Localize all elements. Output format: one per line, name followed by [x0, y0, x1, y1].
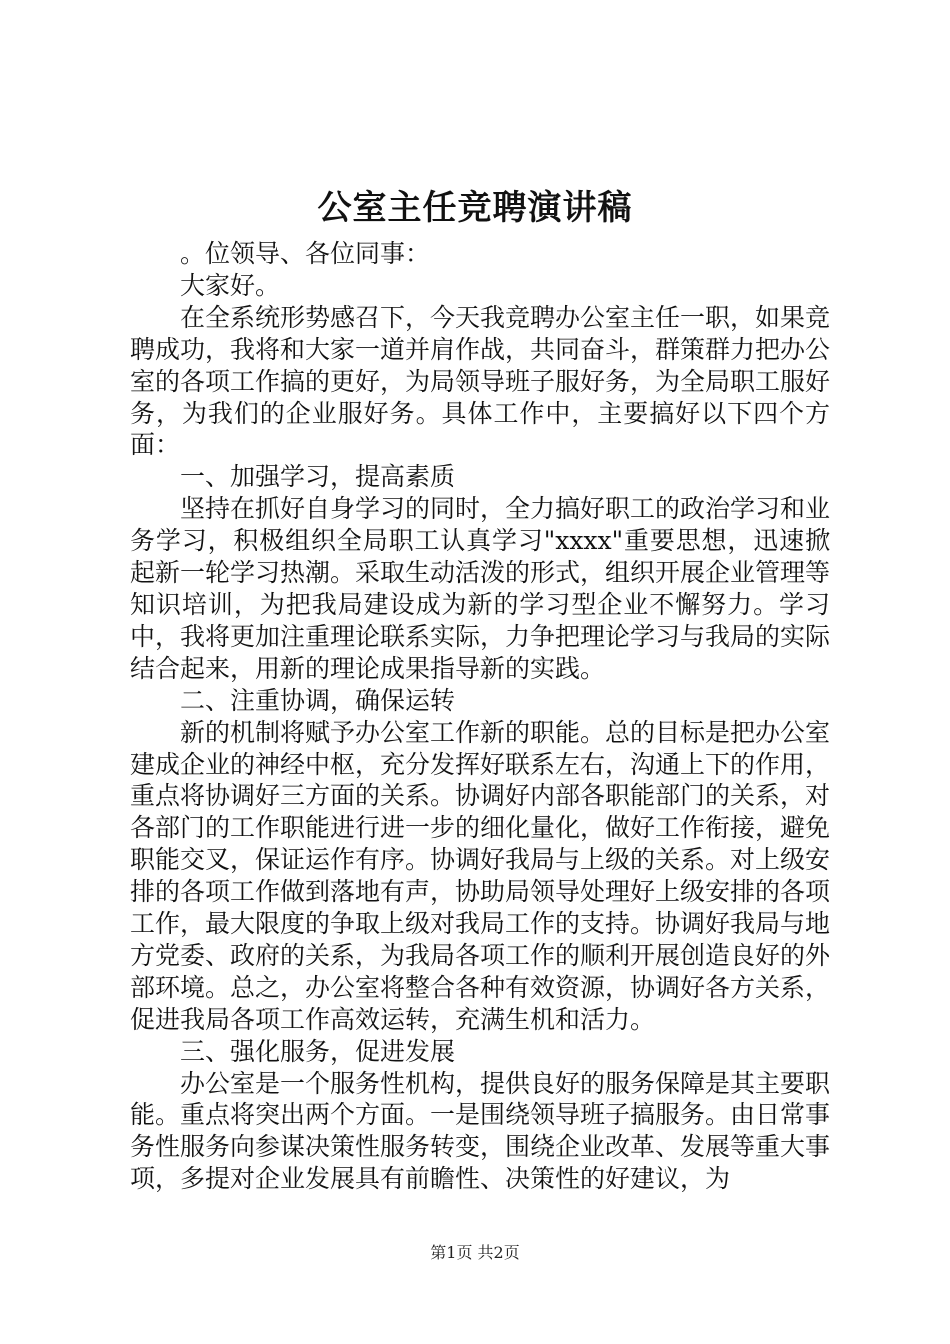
page-footer: 第1页 共2页 [430, 1243, 520, 1262]
section-paragraph-3: 办公室是一个服务性机构，提供良好的服务保障是其主要职能。重点将突出两个方面。一是围绕领导班子搞服务。由日常事务性服务向参谋决策性服务转变，围绕企业改革、发展等重大事项，多提对企业发展具有前瞻性、决策性的好建议，为 [130, 1068, 831, 1194]
document-body [130, 238, 830, 1195]
section-paragraph-1: 坚持在抓好自身学习的同时，全力搞好职工的政治学习和业务学习，积极组织全局职工认真学习"xxxx"重要思想，迅速掀起新一轮学习热潮。采取生动活泼的形式，组织开展企业管理等知识培训，为把我局建设成为新的学习型企业不懈努力。学习中，我将更加注重理论联系实际，力争把理论学习与我局的实际结合起来，用新的理论成果指导新的实践。 [130, 494, 831, 683]
section-heading-2: 二、注重协调，确保运转 [180, 685, 456, 715]
intro-paragraph: 在全系统形势感召下，今天我竞聘办公室主任一职，如果竞聘成功，我将和大家一道并肩作战，共同奋斗，群策群力把办公室的各项工作搞的更好，为局领导班子服好务，为全局职工服好务，为我们的企业服好务。具体工作中，主要搞好以下四个方面： [130, 302, 831, 460]
section-heading-3: 三、强化服务，促进发展 [180, 1036, 456, 1066]
salutation: 大家好。 [180, 270, 281, 300]
greeting: 。位领导、各位同事： [180, 239, 431, 268]
section-heading-1: 一、加强学习，提高素质 [180, 462, 456, 492]
section-paragraph-2: 新的机制将赋予办公室工作新的职能。总的目标是把办公室建成企业的神经中枢，充分发挥好联系左右，沟通上下的作用，重点将协调好三方面的关系。协调好内部各职能部门的关系，对各部门的工作职能进行进一步的细化量化，做好工作衔接，避免职能交叉，保证运作有序。协调好我局与上级的关系。对上级安排的各项工作做到落地有声，协助局领导处理好上级安排的各项工作，最大限度的争取上级对我局工作的支持。协调好我局与地方党委、政府的关系，为我局各项工作的顺利开展创造良好的外部环境。总之，办公室将整合各种有效资源，协调好各方关系，促进我局各项工作高效运转，充满生机和活力。 [130, 717, 831, 1034]
document-title: 公室主任竞聘演讲稿 [317, 188, 633, 228]
